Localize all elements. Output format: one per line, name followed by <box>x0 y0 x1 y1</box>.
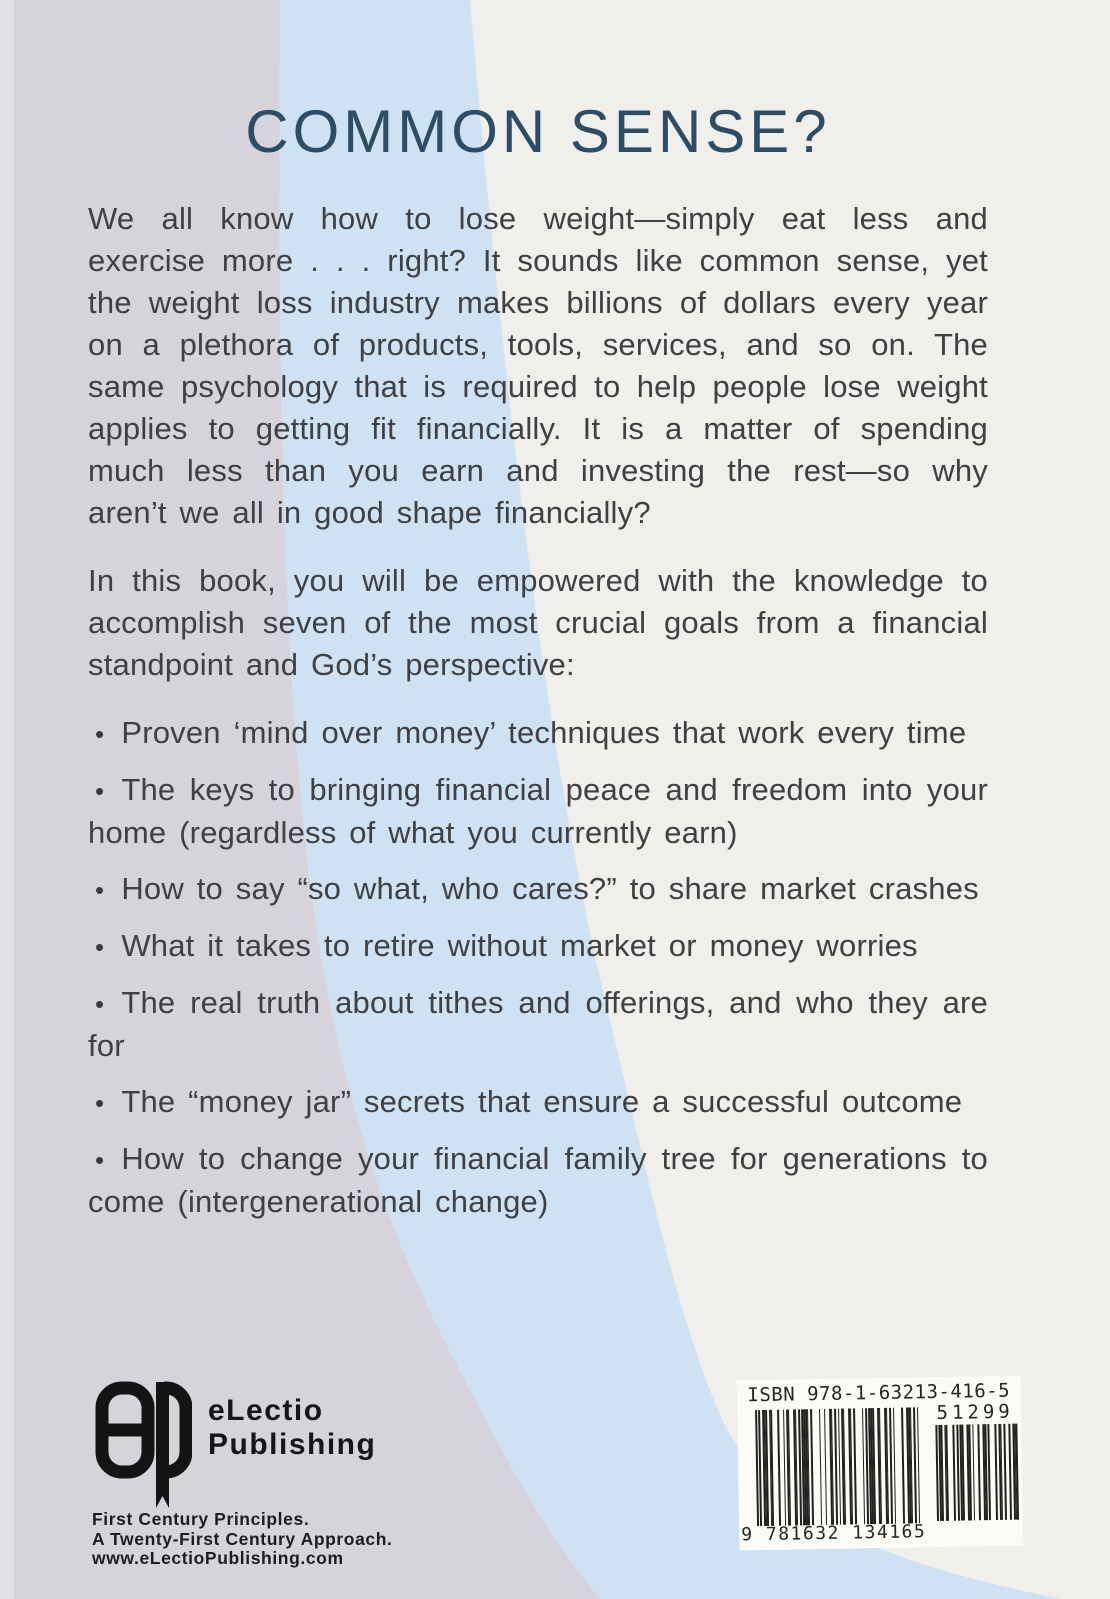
publisher-name-line1: eLectio <box>208 1394 324 1427</box>
publisher-logo-row <box>92 1378 652 1514</box>
ean13-digits: 9 781632 134165 <box>741 1521 927 1546</box>
ep-monogram-bookmark-logo <box>92 1378 192 1514</box>
back-cover-text <box>88 96 988 1237</box>
page-title: COMMON SENSE? <box>245 98 831 165</box>
publisher-block <box>92 1378 652 1569</box>
page-left-edge <box>0 0 14 1599</box>
isbn-barcode-label <box>737 1376 1024 1551</box>
publisher-website: www.eLectioPublishing.com <box>92 1548 344 1568</box>
isbn-number: ISBN 978-1-63213-416-5 <box>747 1379 1011 1407</box>
bullet-dot-icon: • <box>95 719 105 749</box>
promise-paragraph: In this book, you will be empowered with the knowledge to accomplish seven of the most crucial goals from a financial standpoint and God’s perspective: <box>88 563 988 682</box>
list-item <box>88 868 988 911</box>
list-item-text: The keys to bringing financial peace and freedom into your home (regardless of what you currently earn) <box>88 772 988 850</box>
bullet-dot-icon: • <box>95 776 105 806</box>
publisher-name <box>208 1394 376 1462</box>
benefits-list <box>88 712 988 1223</box>
list-item <box>88 1138 988 1223</box>
list-item <box>88 982 988 1067</box>
publisher-tagline-1: First Century Principles. <box>92 1509 310 1529</box>
ean13-barcode <box>755 1407 921 1526</box>
list-item-text: How to change your financial family tree for generations to come (intergenerational change) <box>88 1141 988 1219</box>
list-item <box>88 925 988 968</box>
price-add-on-code: 51299 <box>936 1400 1014 1425</box>
ean5-supplement-barcode <box>933 1424 1019 1521</box>
list-item <box>88 769 988 854</box>
bullet-dot-icon: • <box>95 1088 105 1118</box>
bullet-dot-icon: • <box>95 875 105 905</box>
list-item <box>88 1081 988 1124</box>
intro-paragraph: We all know how to lose weight—simply eat less and exercise more . . . right? It sounds like common sense, yet the weight loss industry makes billions of dollars every year on a plethora of products, tools, services, and so on. The same psychology that is required to help people lose weight applies to getting fit financially. It is a matter of spending much less than you earn and investing the rest—so why aren’t we all in good shape financially? <box>88 201 988 530</box>
publisher-tagline-2: A Twenty-First Century Approach. <box>92 1528 393 1549</box>
bullet-dot-icon: • <box>95 1145 105 1175</box>
list-item <box>88 712 988 755</box>
publisher-name-line2: Publishing <box>208 1428 377 1461</box>
list-item-text: How to say “so what, who cares?” to share market crashes <box>121 871 979 906</box>
list-item-text: The “money jar” secrets that ensure a successful outcome <box>121 1084 963 1119</box>
bullet-dot-icon: • <box>95 932 105 962</box>
list-item-text: What it takes to retire without market or money worries <box>121 928 918 963</box>
publisher-taglines <box>92 1510 652 1568</box>
bullet-dot-icon: • <box>95 989 105 1019</box>
list-item-text: Proven ‘mind over money’ techniques that work every time <box>121 715 967 750</box>
list-item-text: The real truth about tithes and offerings, and who they are for <box>88 985 988 1063</box>
